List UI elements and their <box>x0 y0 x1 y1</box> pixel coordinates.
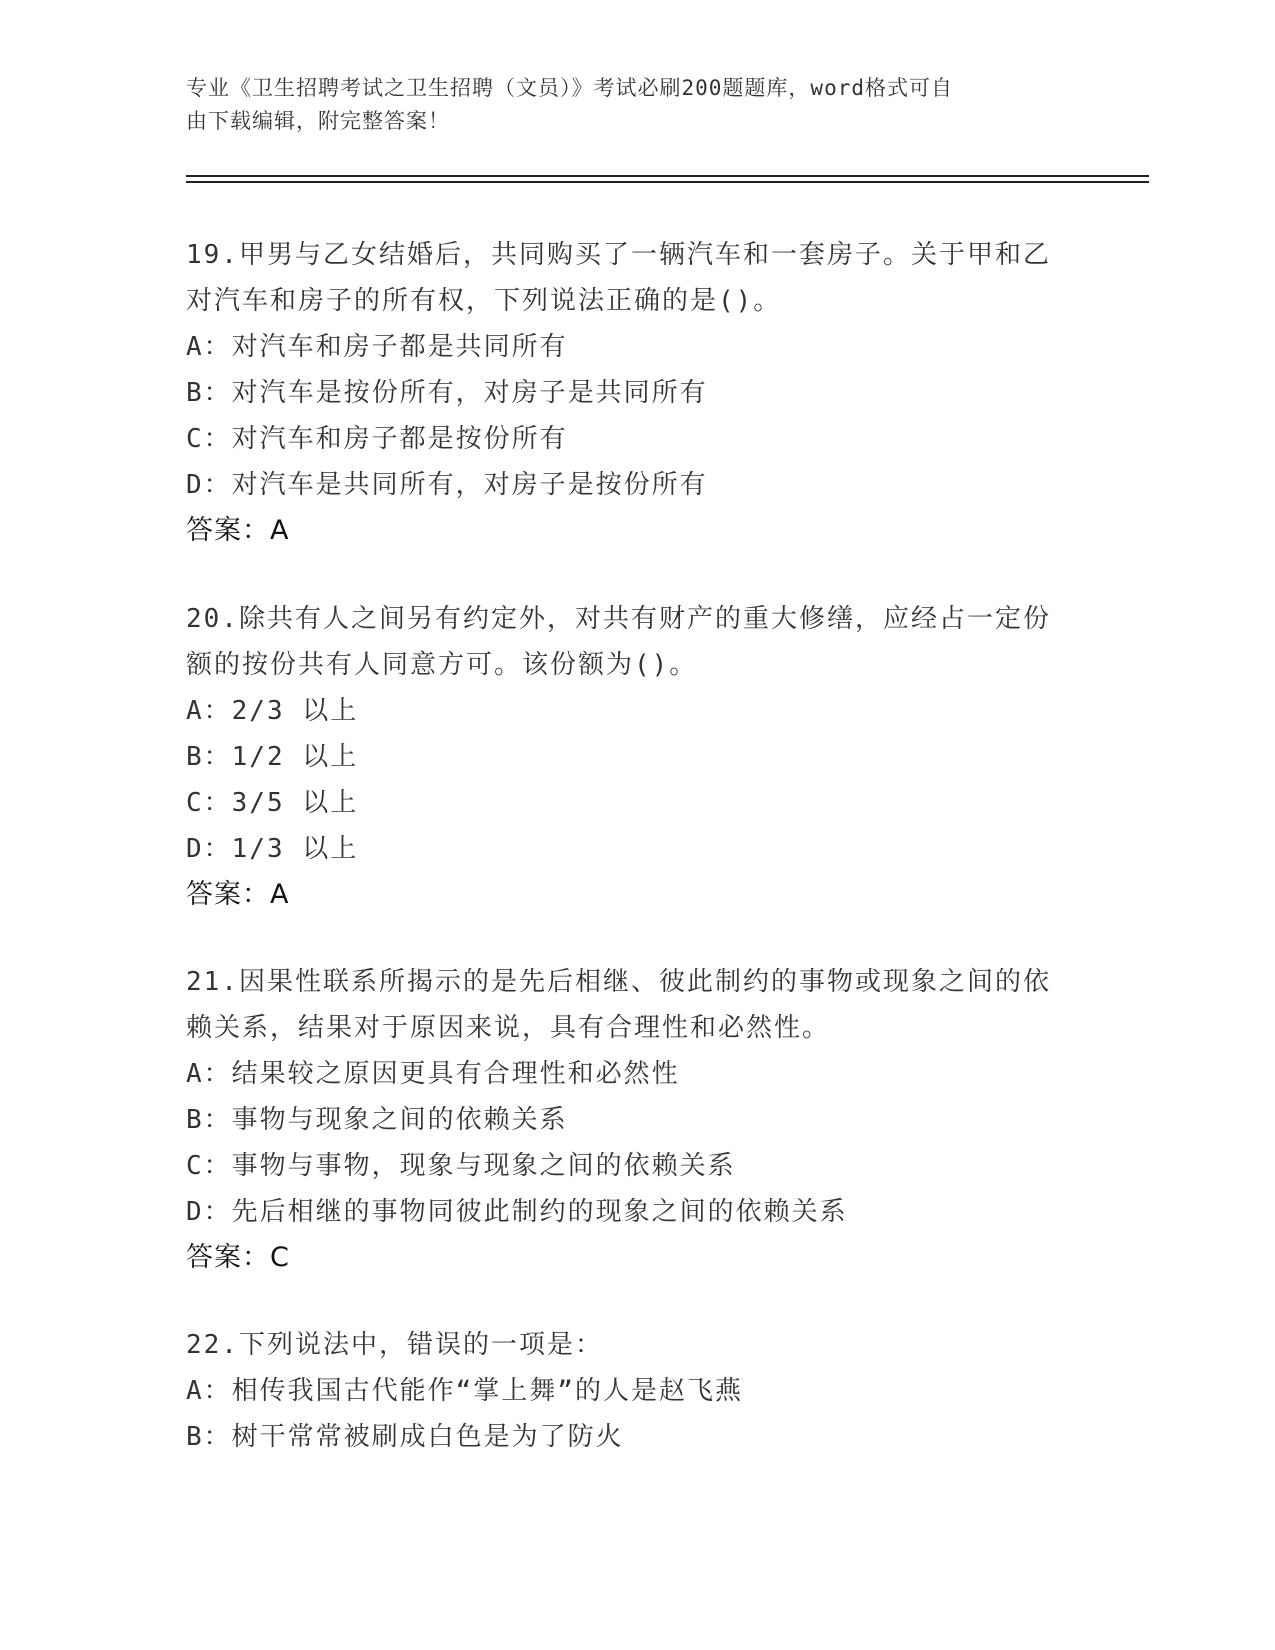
header-title-line-1: 专业《卫生招聘考试之卫生招聘（文员）》考试必刷200题题库，word格式可自 <box>186 76 953 100</box>
option-d: D：先后相继的事物同彼此制约的现象之间的依赖关系 <box>186 1197 848 1227</box>
answer-line: 答案：A <box>186 515 290 546</box>
option-b: B：树干常常被刷成白色是为了防火 <box>186 1422 624 1452</box>
question-text-line-2: 对汽车和房子的所有权，下列说法正确的是()。 <box>186 286 782 316</box>
header-divider-top <box>186 175 1149 177</box>
question-19 <box>186 232 1086 554</box>
option-d: D：1/3 以上 <box>186 834 359 864</box>
question-text-line-1: 19.甲男与乙女结婚后，共同购买了一辆汽车和一套房子。关于甲和乙 <box>186 240 1051 270</box>
option-a: A：相传我国古代能作“掌上舞”的人是赵飞燕 <box>186 1376 743 1406</box>
question-21 <box>186 959 1086 1281</box>
question-text-line-2: 赖关系，结果对于原因来说，具有合理性和必然性。 <box>186 1013 831 1043</box>
answer-line: 答案：A <box>186 879 290 910</box>
question-20 <box>186 596 1086 918</box>
option-a: A：2/3 以上 <box>186 696 359 726</box>
option-c: C：事物与事物，现象与现象之间的依赖关系 <box>186 1151 736 1181</box>
header-divider-bottom <box>186 181 1149 183</box>
question-text-line-1: 21.因果性联系所揭示的是先后相继、彼此制约的事物或现象之间的依 <box>186 967 1051 997</box>
question-text-line-1: 20.除共有人之间另有约定外，对共有财产的重大修缮，应经占一定份 <box>186 604 1051 634</box>
question-text-line-1: 22.下列说法中，错误的一项是： <box>186 1330 603 1360</box>
option-c: C：对汽车和房子都是按份所有 <box>186 424 568 454</box>
option-b: B：1/2 以上 <box>186 742 359 772</box>
question-text-line-2: 额的按份共有人同意方可。该份额为()。 <box>186 650 698 680</box>
option-c: C：3/5 以上 <box>186 788 359 818</box>
document-header <box>186 72 1066 138</box>
option-b: B：对汽车是按份所有，对房子是共同所有 <box>186 378 708 408</box>
option-a: A：对汽车和房子都是共同所有 <box>186 332 568 362</box>
header-title-line-2: 由下载编辑，附完整答案！ <box>186 109 450 133</box>
question-22 <box>186 1322 1086 1460</box>
option-a: A：结果较之原因更具有合理性和必然性 <box>186 1059 680 1089</box>
option-d: D：对汽车是共同所有，对房子是按份所有 <box>186 470 708 500</box>
answer-line: 答案：C <box>186 1242 290 1273</box>
option-b: B：事物与现象之间的依赖关系 <box>186 1105 568 1135</box>
